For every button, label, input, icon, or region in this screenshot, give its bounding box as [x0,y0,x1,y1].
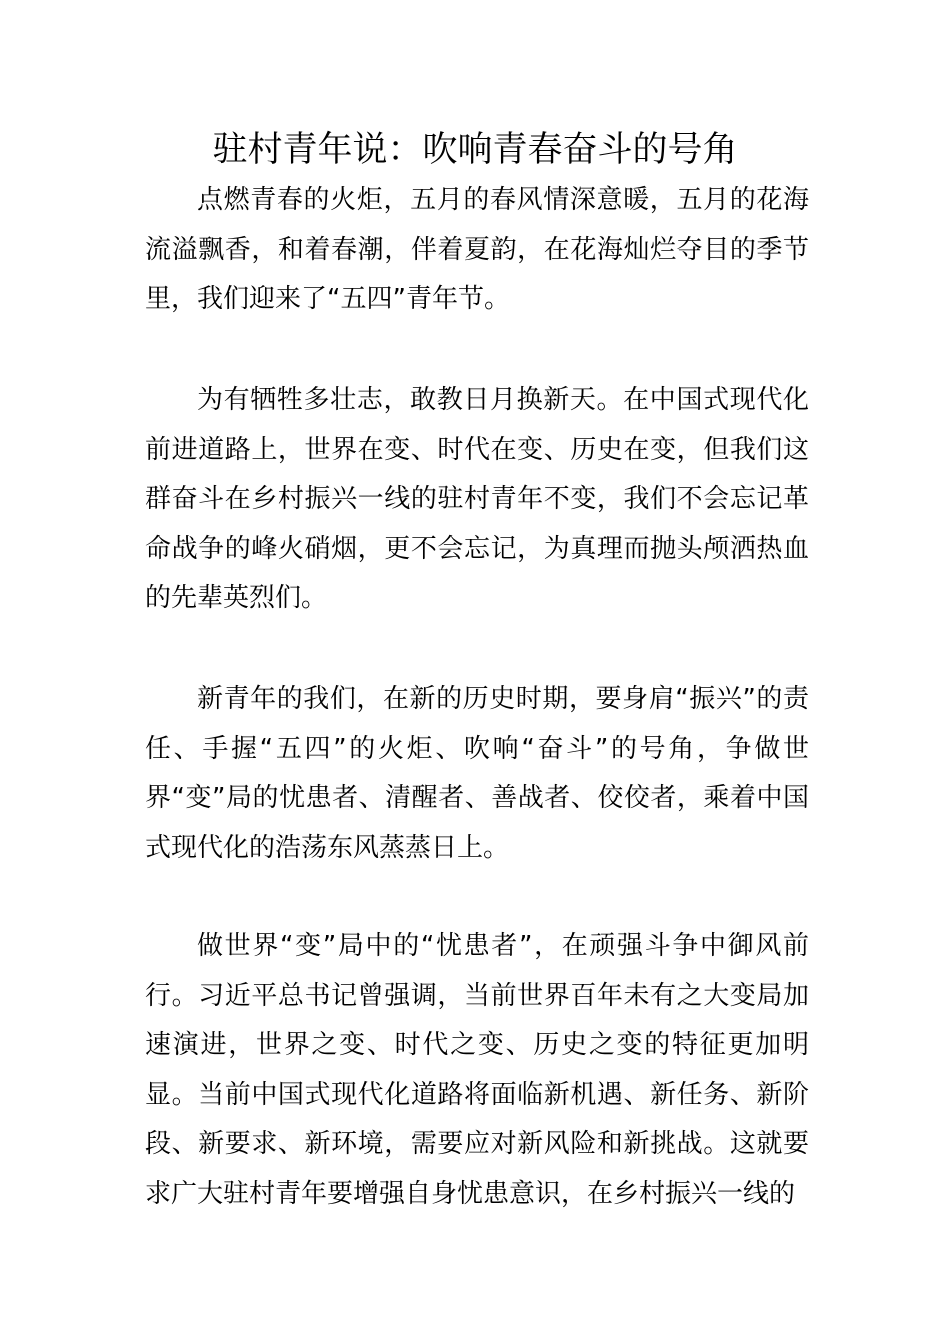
document-title: 驻村青年说：吹响青春奋斗的号角 [212,130,738,170]
paragraph-4: 做世界“变”局中的“忧患者”，在顽强斗争中御风前行。习近平总书记曾强调，当前世界百年未有之大变局加速演进，世界之变、时代之变、历史之变的特征更加明显。当前中国式现代化道路将面临新机遇、新任务、新阶段、新要求、新环境，需要应对新风险和新挑战。这就要求广大驻村青年要增强自身忧患意识，在乡村振兴一线的 [145,931,809,1209]
paragraph-3: 新青年的我们，在新的历史时期，要身肩“振兴”的责任、手握“五四”的火炬、吹响“奋斗”的号角，争做世界“变”局的忧患者、清醒者、善战者、佼佼者，乘着中国式现代化的浩荡东风蒸蒸日上。 [145,684,809,863]
paragraph-1: 点燃青春的火炬，五月的春风情深意暖，五月的花海流溢飘香，和着春潮，伴着夏韵，在花海灿烂夺目的季节里，我们迎来了“五四”青年节。 [145,185,809,314]
paragraph-2: 为有牺牲多壮志，敢教日月换新天。在中国式现代化前进道路上，世界在变、时代在变、历史在变，但我们这群奋斗在乡村振兴一线的驻村青年不变，我们不会忘记革命战争的峰火硝烟，更不会忘记，为真理而抛头颅洒热血的先辈英烈们。 [145,385,809,613]
